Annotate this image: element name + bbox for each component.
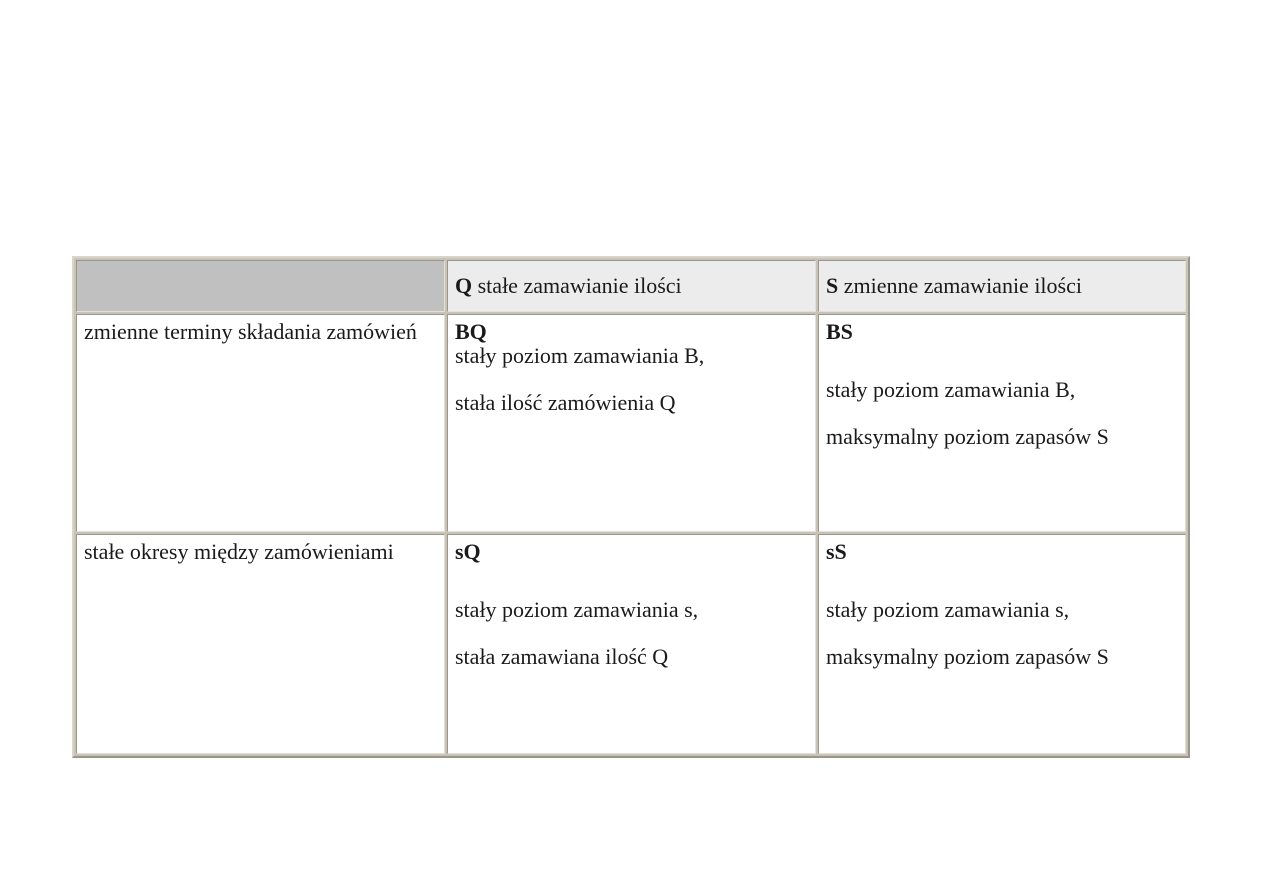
row2-label-cell	[76, 534, 445, 754]
row1-bq-line2: stała ilość zamówienia Q	[455, 390, 676, 415]
row2-sq-line1: stały poziom zamawiania s,	[455, 597, 699, 622]
row1-bs-line1: stały poziom zamawiania B,	[826, 377, 1076, 402]
row2-sq-line2: stała zamawiana ilość Q	[455, 644, 669, 669]
row2-ss-cell	[818, 534, 1186, 754]
row1-bq-line1: stały poziom zamawiania B,	[455, 343, 705, 368]
row1-bs-title: BS	[826, 319, 853, 344]
header-empty-cell	[76, 260, 445, 312]
row1-label: zmienne terminy składania zamówień	[84, 319, 417, 344]
row2-sq-title: sQ	[455, 539, 481, 564]
header-q-cell	[447, 260, 816, 312]
row2-sq-cell	[447, 534, 816, 754]
row1-bq-title: BQ	[455, 319, 487, 344]
row2-ss-title: sS	[826, 539, 847, 564]
row1-bq-cell	[447, 314, 816, 532]
row2-ss-line1: stały poziom zamawiania s,	[826, 597, 1070, 622]
header-s-letter: S	[826, 273, 839, 298]
row1-bs-line2: maksymalny poziom zapasów S	[826, 424, 1109, 449]
header-s-text: zmienne zamawianie ilości	[838, 273, 1082, 298]
row2-label: stałe okresy między zamówieniami	[84, 539, 394, 564]
row1-label-cell	[76, 314, 445, 532]
row2-ss-line2: maksymalny poziom zapasów S	[826, 644, 1109, 669]
inventory-policy-table	[72, 256, 1190, 758]
header-s-cell	[818, 260, 1186, 312]
header-q-text: stałe zamawianie ilości	[472, 273, 682, 298]
row1-bs-cell	[818, 314, 1186, 532]
header-q-letter: Q	[455, 273, 473, 298]
